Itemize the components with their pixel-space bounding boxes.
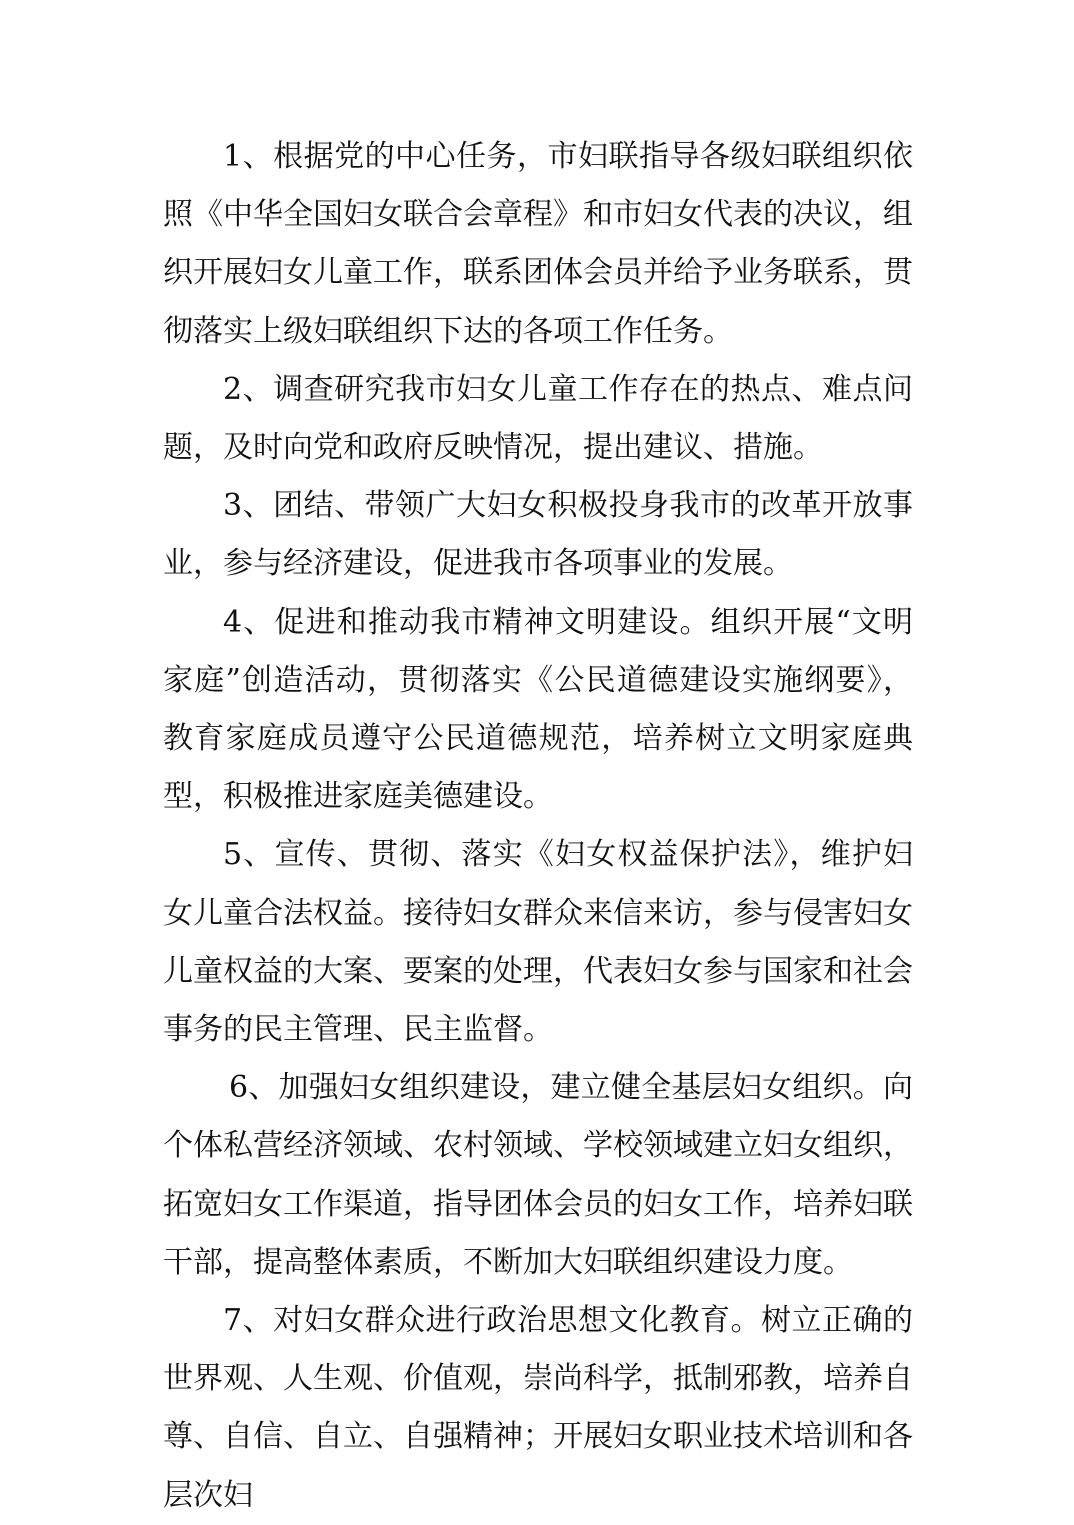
paragraph-4: 4、促进和推动我市精神文明建设。组织开展“文明家庭”创造活动，贯彻落实《公民道德建设实施纲要》，教育家庭成员遵守公民道德规范，培养树立文明家庭典型，积极推进家庭美德建设。 (163, 604, 913, 815)
paragraph-5: 5、宣传、贯彻、落实《妇女权益保护法》，维护妇女儿童合法权益。接待妇女群众来信来访，参与侵害妇女儿童权益的大案、要案的处理，代表妇女参与国家和社会事务的民主管理、民主监督。 (163, 837, 913, 1048)
paragraph-3: 3、团结、带领广大妇女积极投身我市的改革开放事业，参与经济建设，促进我市各项事业的发展。 (163, 488, 913, 582)
paragraph-1: 1、根据党的中心任务，市妇联指导各级妇联组织依照《中华全国妇女联合会章程》和市妇女代表的决议，组织开展妇女儿童工作，联系团体会员并给予业务联系，贯彻落实上级妇联组织下达的各项工作任务。 (163, 139, 913, 349)
document-body (163, 128, 913, 1525)
paragraph-7: 7、对妇女群众进行政治思想文化教育。树立正确的世界观、人生观、价值观，崇尚科学，抵制邪教，培养自尊、自信、自立、自强精神；开展妇女职业技术培训和各层次妇 (163, 1303, 913, 1513)
paragraph-2: 2、调查研究我市妇女儿童工作存在的热点、难点问题，及时向党和政府反映情况，提出建议、措施。 (163, 371, 913, 466)
paragraph-6: 6、加强妇女组织建设，建立健全基层妇女组织。向个体私营经济领域、农村领域、学校领域建立妇女组织，拓宽妇女工作渠道，指导团体会员的妇女工作，培养妇联干部，提高整体素质，不断加大妇联组织建设力度。 (163, 1070, 913, 1280)
